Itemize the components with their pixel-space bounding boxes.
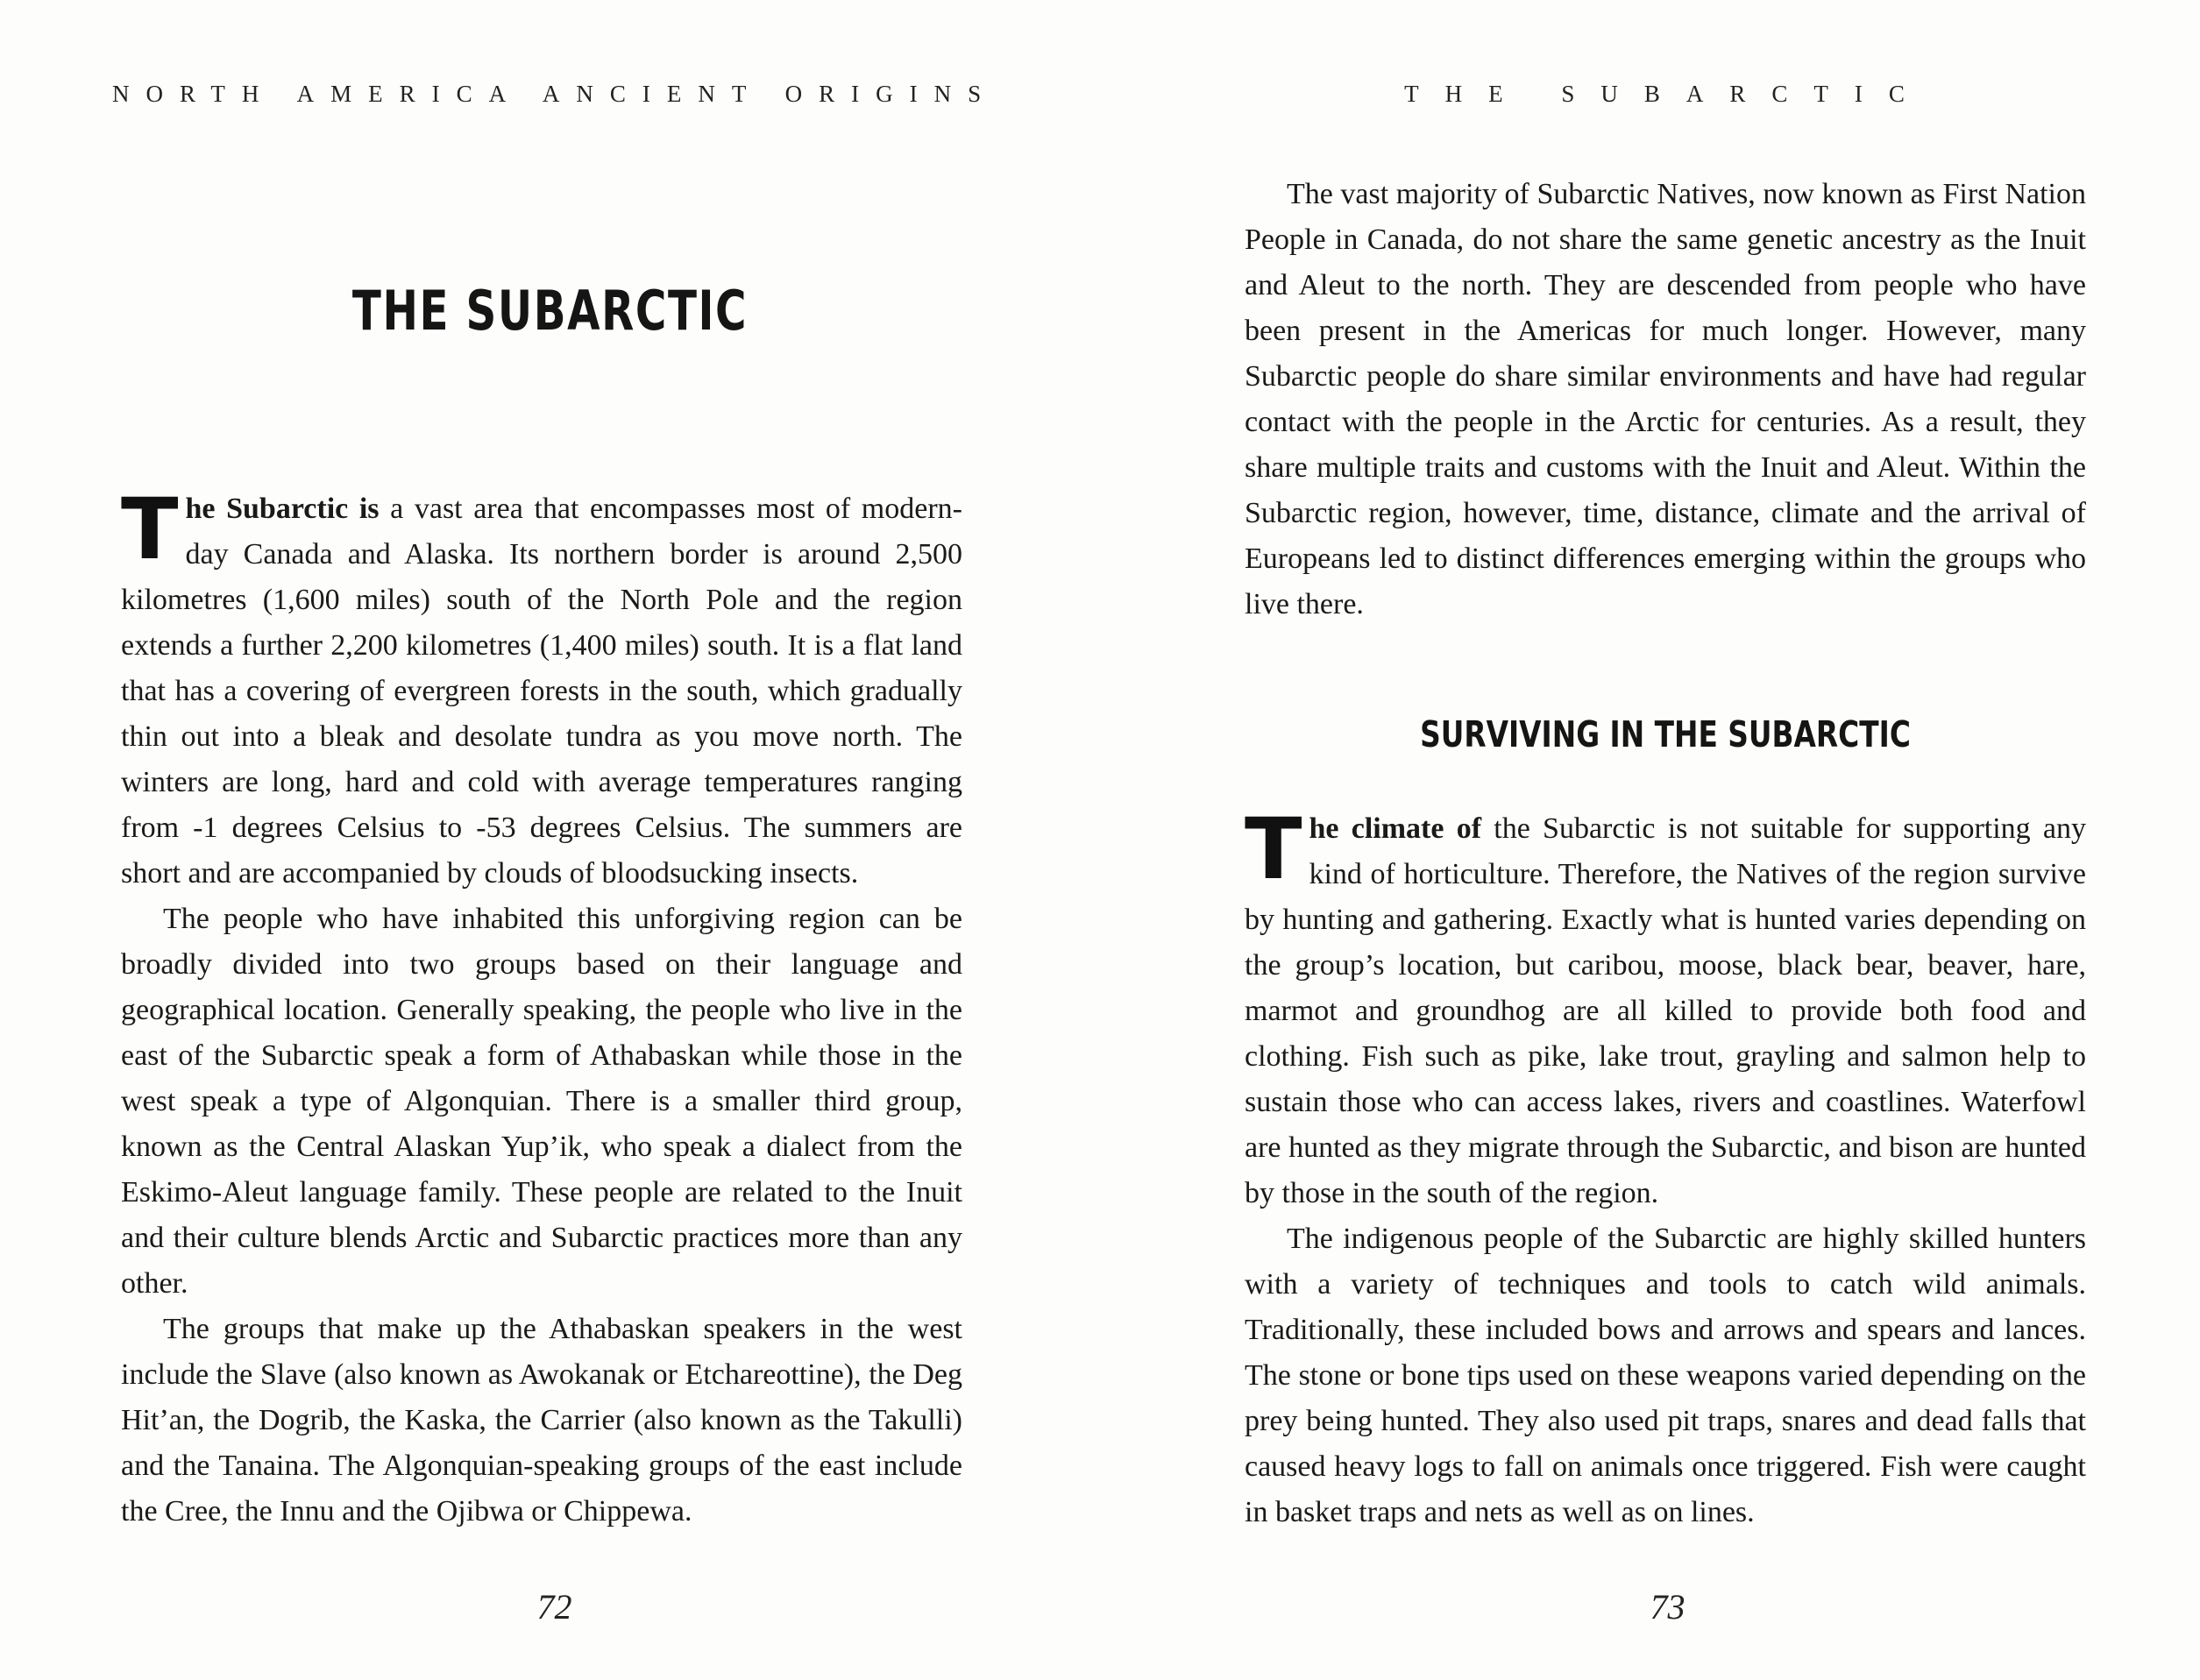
chapter-title: THE SUBARCTIC bbox=[351, 279, 749, 343]
page-number-left: 72 bbox=[536, 1587, 572, 1627]
running-head-right: THE SUBARCTIC bbox=[1404, 81, 1931, 107]
drop-cap: T bbox=[1245, 800, 1302, 898]
left-paragraph-1 bbox=[121, 480, 962, 897]
left-paragraph-2: The people who have inhabited this unforgiving region can be broadly divided into two groups based on their language and geographical location. Generally speaking, the people who live in the east of the Subarctic speak a form of Athabaskan while those in the west speak a type of Algonquian. There is a smaller third group, known as the Central Alaskan Yup’ik, who speak a dialect from the Eskimo-Aleut language family. These people are related to the Inuit and their culture blends Arctic and Subarctic practices more than any other. bbox=[121, 903, 962, 1300]
section-title: SURVIVING IN THE SUBARCTIC bbox=[1420, 713, 1911, 755]
paragraph-text: the Subarctic is not suitable for supporting any kind of horticulture. Therefore, the Natives of the region survive by hunting and gathering. Exactly what is hunted varies depending on the group’s location, but caribou, moose, black bear, beaver, hare, marmot and groundhog are all killed to provide both food and clothing. Fish such as pike, lake trout, grayling and salmon help to sustain those who can access lakes, rivers and coastlines. Waterfowl are hunted as they migrate through the Subarctic, and bison are hunted by those in the south of the region. bbox=[1245, 812, 2086, 1209]
paragraph-text: a vast area that encompasses most of modern-day Canada and Alaska. Its northern border is around 2,500 kilometres (1,600 miles) south of the North Pole and the region extends a further 2,200 kilometres (1,400 miles) south. It is a flat land that has a covering of evergreen forests in the south, which gradually thin out into a bleak and desolate tundra as you move north. The winters are long, hard and cold with average temperatures ranging from -1 degrees Celsius to -53 degrees Celsius. The summers are short and are accompanied by clouds of bloodsucking insects. bbox=[121, 493, 962, 890]
page-number-right: 73 bbox=[1650, 1587, 1685, 1627]
right-paragraph-2 bbox=[1245, 800, 2086, 1216]
lead-in-text: he climate of bbox=[1309, 812, 1482, 845]
lead-in-text: he Subarctic is bbox=[185, 493, 380, 525]
running-head-left: NORTH AMERICA ANCIENT ORIGINS bbox=[112, 81, 998, 107]
drop-cap: T bbox=[121, 480, 179, 578]
left-paragraph-3: The groups that make up the Athabaskan speakers in the west include the Slave (also known as Awokanak or Etchareottine), the Deg Hit’an, the Dogrib, the Kaska, the Carrier (also known as the Takulli) and the Tanaina. The Algonquian-speaking groups of the east include the Cree, the Innu and the Ojibwa or Chippewa. bbox=[121, 1313, 962, 1528]
right-paragraph-1: The vast majority of Subarctic Natives, now known as First Nation People in Canada, do not share the same genetic ancestry as the Inuit and Aleut to the north. They are descended from people who have been present in the Americas for much longer. However, many Subarctic people do share similar environments and have had regular contact with the people in the Arctic for centuries. As a result, they share multiple traits and customs with the Inuit and Aleut. Within the Subarctic region, however, time, distance, climate and the arrival of Europeans led to distinct differences emerging within the groups who live there. bbox=[1245, 178, 2086, 620]
right-page bbox=[1100, 0, 2200, 1680]
left-body-text bbox=[121, 480, 962, 1535]
right-paragraph-3: The indigenous people of the Subarctic are highly skilled hunters with a variety of techniques and tools to catch wild animals. Traditionally, these included bows and arrows and spears and lances. The stone or bone tips used on these weapons varied depending on the prey being hunted. They also used pit traps, snares and dead falls that caused heavy logs to fall on animals once triggered. Fish were caught in basket traps and nets as well as on lines. bbox=[1245, 1223, 2086, 1528]
right-body-text bbox=[1245, 172, 2086, 1535]
